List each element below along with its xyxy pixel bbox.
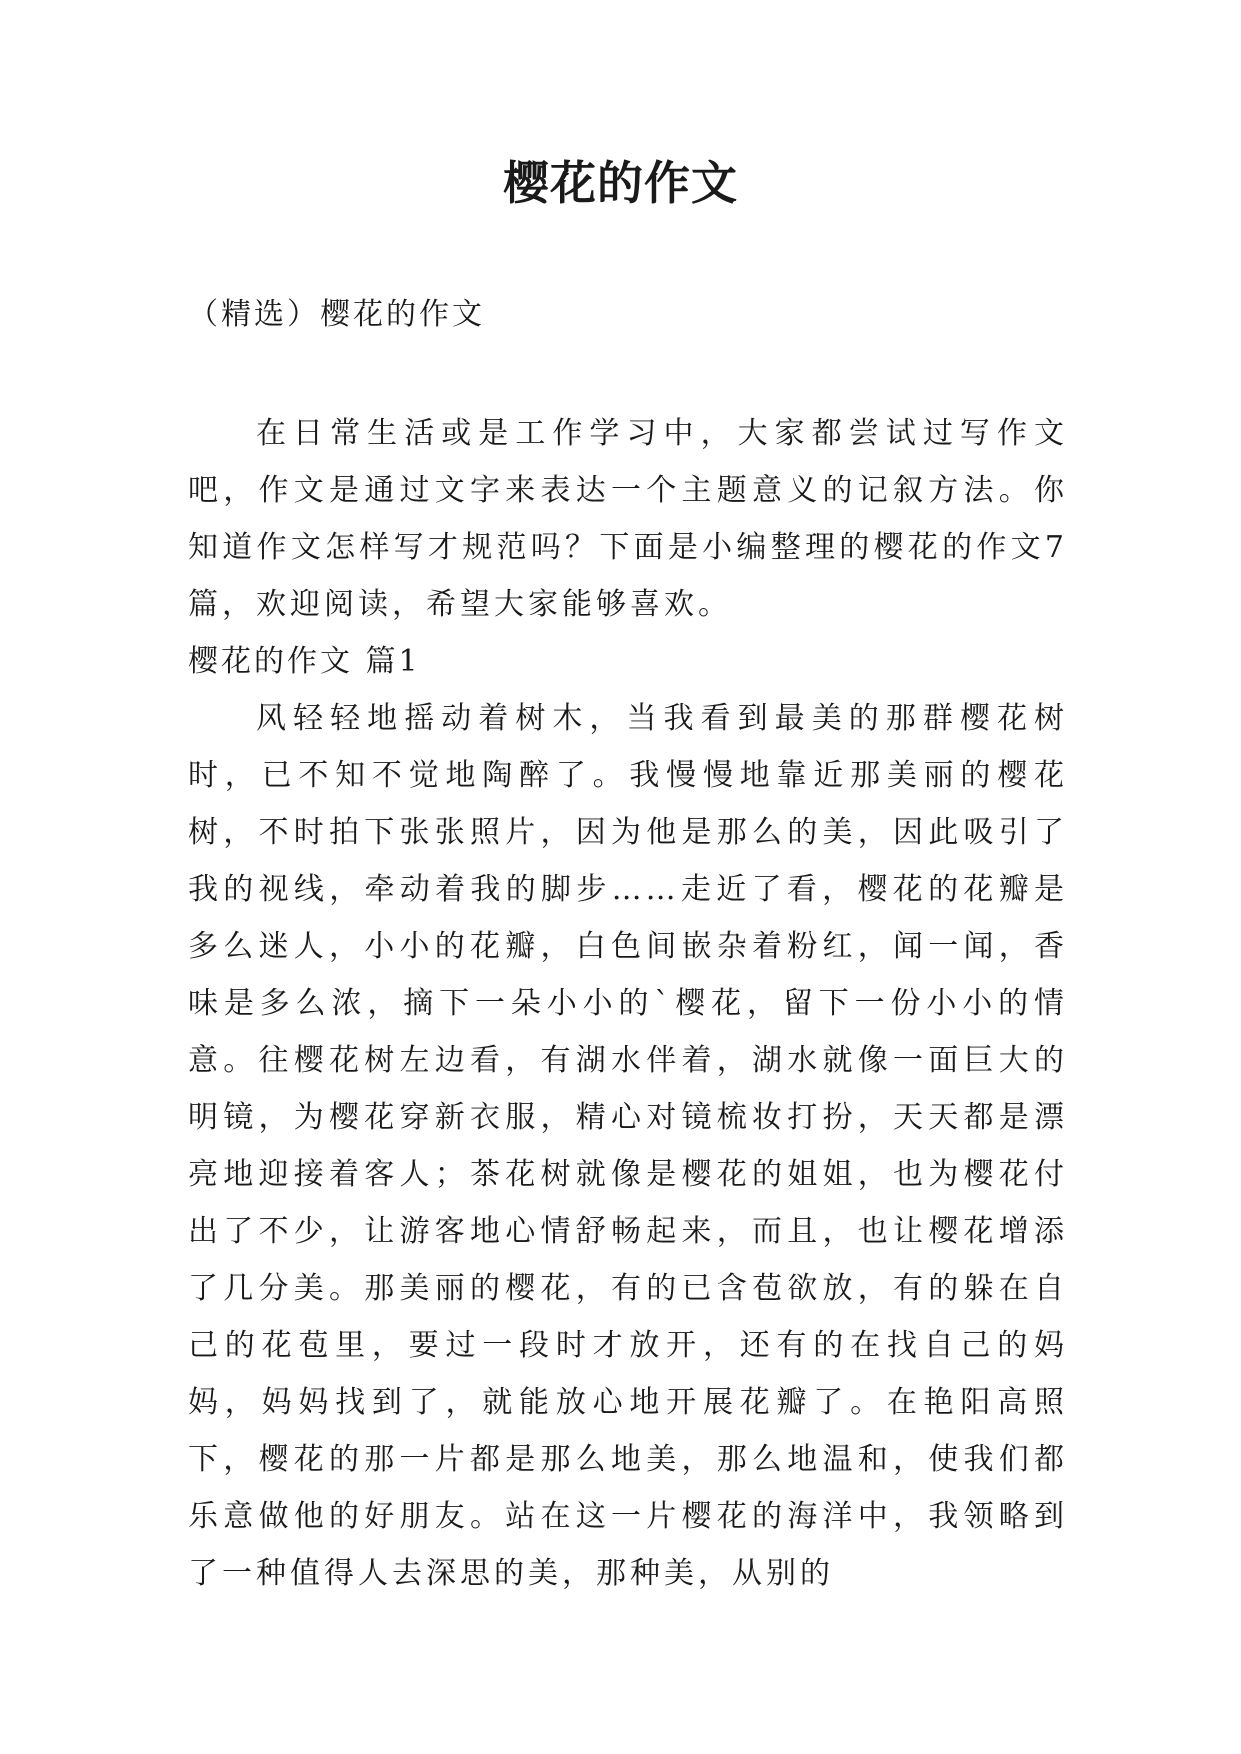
intro-paragraph: 在日常生活或是工作学习中，大家都尝试过写作文吧，作文是通过文字来表达一个主题意义的记叙方法。你知道作文怎样写才规范吗？下面是小编整理的樱花的作文7篇，欢迎阅读，希望大家能够喜欢。: [188, 416, 1068, 622]
section-heading: 樱花的作文 篇1: [188, 644, 421, 679]
document-subtitle: （精选）樱花的作文: [188, 297, 485, 332]
essay-paragraph: 风轻轻地摇动着树木，当我看到最美的那群樱花树时，已不知不觉地陶醉了。我慢慢地靠近那美丽的樱花树，不时拍下张张照片，因为他是那么的美，因此吸引了我的视线，牵动着我的脚步……走近了看，樱花的花瓣是多么迷人，小小的花瓣，白色间嵌杂着粉红，闻一闻，香味是多么浓，摘下一朵小小的`樱花，留下一份小小的情意。往樱花树左边看，有湖水伴着，湖水就像一面巨大的明镜，为樱花穿新衣服，精心对镜梳妆打扮，天天都是漂亮地迎接着客人；茶花树就像是樱花的姐姐，也为樱花付出了不少，让游客地心情舒畅起来，而且，也让樱花增添了几分美。那美丽的樱花，有的已含苞欲放，有的躲在自己的花苞里，要过一段时才放开，还有的在找自己的妈妈，妈妈找到了，就能放心地开展花瓣了。在艳阳高照下，樱花的那一片都是那么地美，那么地温和，使我们都乐意做他的好朋友。站在这一片樱花的海洋中，我领略到了一种值得人去深思的美，那种美，从别的: [188, 701, 1068, 1591]
document-title: 樱花的作文: [503, 156, 738, 210]
